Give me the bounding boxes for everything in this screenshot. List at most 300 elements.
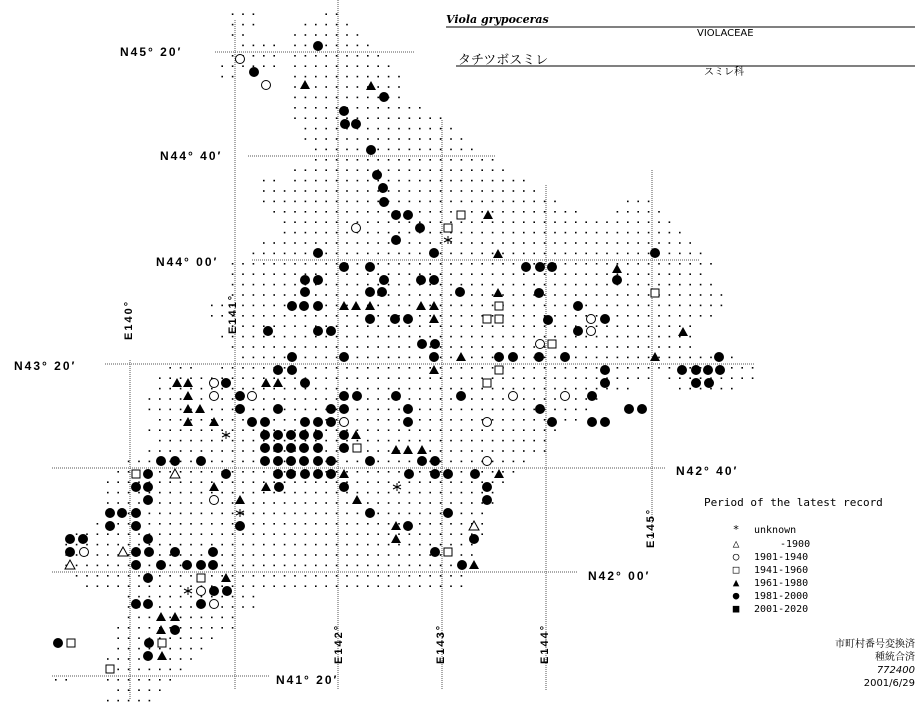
mesh-dot [284, 513, 286, 515]
mesh-dot [627, 315, 629, 317]
mesh-dot [232, 502, 234, 504]
mesh-dot [409, 253, 411, 255]
mesh-dot [440, 419, 442, 421]
mesh-dot [211, 544, 213, 546]
mesh-dot [523, 284, 525, 286]
mesh-dot [169, 606, 171, 608]
mesh-dot [107, 700, 109, 702]
mesh-dot [138, 533, 140, 535]
mesh-dot [409, 357, 411, 359]
mesh-dot [585, 336, 587, 338]
mesh-dot [554, 211, 556, 213]
mesh-dot [263, 398, 265, 400]
mesh-dot [253, 263, 255, 265]
mesh-dot [138, 679, 140, 681]
mesh-dot [440, 492, 442, 494]
mesh-dot [211, 533, 213, 535]
mesh-dot [346, 523, 348, 525]
mesh-dot [149, 617, 151, 619]
mesh-dot [440, 325, 442, 327]
mesh-dot [388, 409, 390, 411]
mesh-dot [211, 596, 213, 598]
filled-circle-record [416, 275, 426, 285]
mesh-dot [398, 325, 400, 327]
mesh-dot [440, 440, 442, 442]
mesh-dot [523, 211, 525, 213]
mesh-dot [513, 367, 515, 369]
mesh-dot [377, 575, 379, 577]
mesh-dot [533, 346, 535, 348]
filled-triangle-record [365, 301, 375, 310]
mesh-dot [700, 357, 702, 359]
mesh-dot [346, 190, 348, 192]
mesh-dot [471, 429, 473, 431]
filled-circle-record [143, 573, 153, 583]
mesh-dot [409, 159, 411, 161]
longitude-label-140: E140° [123, 299, 135, 340]
filled-circle-record [221, 378, 231, 388]
mesh-dot [180, 377, 182, 379]
mesh-dot [263, 481, 265, 483]
mesh-dot [679, 357, 681, 359]
mesh-dot [305, 565, 307, 567]
mesh-dot [481, 533, 483, 535]
mesh-dot [533, 263, 535, 265]
mesh-dot [263, 575, 265, 577]
mesh-dot [284, 388, 286, 390]
mesh-dot [325, 55, 327, 57]
mesh-dot [242, 440, 244, 442]
mesh-dot [627, 284, 629, 286]
mesh-dot [533, 284, 535, 286]
mesh-dot [325, 336, 327, 338]
filled-circle-record [249, 67, 259, 77]
mesh-dot [294, 55, 296, 57]
mesh-dot [388, 242, 390, 244]
legend-item-1941-1960 [730, 563, 808, 576]
mesh-dot [76, 533, 78, 535]
mesh-dot [294, 97, 296, 99]
filled-circle-record [273, 404, 283, 414]
filled-circle-record [587, 391, 597, 401]
mesh-dot [325, 315, 327, 317]
mesh-dot [305, 533, 307, 535]
mesh-dot [513, 284, 515, 286]
filled-circle-record [299, 456, 309, 466]
mesh-dot [429, 190, 431, 192]
mesh-dot [169, 502, 171, 504]
mesh-dot [429, 211, 431, 213]
mesh-dot [117, 544, 119, 546]
mesh-dot [398, 409, 400, 411]
filled-circle-record [340, 119, 350, 129]
open-circle-record [248, 392, 257, 401]
mesh-dot [544, 253, 546, 255]
mesh-dot [211, 461, 213, 463]
mesh-dot [138, 648, 140, 650]
mesh-dot [388, 471, 390, 473]
mesh-dot [263, 377, 265, 379]
mesh-dot [679, 325, 681, 327]
mesh-dot [284, 284, 286, 286]
mesh-dot [575, 357, 577, 359]
mesh-dot [325, 201, 327, 203]
mesh-dot [346, 273, 348, 275]
mesh-dot [409, 377, 411, 379]
mesh-dot [596, 305, 598, 307]
filled-circle-record [612, 275, 622, 285]
mesh-dot [679, 346, 681, 348]
latitude-label-45-20: N45° 20′ [120, 45, 183, 59]
mesh-dot [107, 585, 109, 587]
mesh-dot [325, 502, 327, 504]
mesh-dot [263, 336, 265, 338]
mesh-dot [367, 481, 369, 483]
mesh-dot [502, 221, 504, 223]
mesh-dot [107, 575, 109, 577]
mesh-dot [232, 55, 234, 57]
filled-circle-record [366, 145, 376, 155]
mesh-dot [190, 585, 192, 587]
mesh-dot [710, 294, 712, 296]
mesh-dot [669, 242, 671, 244]
filled-triangle-record [352, 495, 362, 504]
mesh-dot [658, 284, 660, 286]
mesh-dot [221, 533, 223, 535]
mesh-dot [554, 409, 556, 411]
mesh-dot [398, 585, 400, 587]
mesh-dot [440, 513, 442, 515]
filled-circle-record [273, 365, 283, 375]
mesh-dot [253, 440, 255, 442]
mesh-dot [263, 513, 265, 515]
mesh-dot [346, 315, 348, 317]
mesh-dot [471, 201, 473, 203]
mesh-dot [242, 284, 244, 286]
filled-triangle-record [273, 378, 283, 387]
asterisk-record [222, 431, 230, 439]
filled-circle-record [326, 326, 336, 336]
mesh-dot [606, 242, 608, 244]
mesh-dot [513, 294, 515, 296]
mesh-dot [336, 513, 338, 515]
filled-circle-record [573, 301, 583, 311]
mesh-dot [346, 533, 348, 535]
mesh-dot [357, 315, 359, 317]
mesh-dot [294, 190, 296, 192]
mesh-dot [315, 190, 317, 192]
mesh-dot [565, 367, 567, 369]
mesh-dot [461, 544, 463, 546]
mesh-dot [398, 253, 400, 255]
mesh-dot [398, 554, 400, 556]
mesh-dot [305, 201, 307, 203]
mesh-dot [232, 377, 234, 379]
mesh-dot [388, 492, 390, 494]
mesh-dot [325, 377, 327, 379]
mesh-dot [398, 367, 400, 369]
mesh-dot [232, 513, 234, 515]
mesh-dot [481, 221, 483, 223]
mesh-dot [450, 190, 452, 192]
filled-circle-record [547, 262, 557, 272]
mesh-dot [585, 377, 587, 379]
mesh-dot [637, 346, 639, 348]
mesh-dot [689, 242, 691, 244]
mesh-dot [305, 242, 307, 244]
mesh-dot [617, 305, 619, 307]
mesh-dot [471, 440, 473, 442]
mesh-dot [284, 450, 286, 452]
mesh-dot [315, 76, 317, 78]
filled-triangle-record [456, 352, 466, 361]
mesh-dot [180, 481, 182, 483]
mesh-dot [429, 523, 431, 525]
mesh-dot [419, 190, 421, 192]
legend-item-1981-2000 [730, 589, 808, 602]
mesh-dot [544, 305, 546, 307]
open-triangle-record [469, 521, 479, 530]
mesh-dot [461, 180, 463, 182]
filled-circle-record [313, 301, 323, 311]
mesh-dot [367, 409, 369, 411]
mesh-dot [128, 502, 130, 504]
filled-circle-record [573, 326, 583, 336]
mesh-dot [211, 513, 213, 515]
mesh-dot [637, 211, 639, 213]
mesh-dot [325, 492, 327, 494]
mesh-dot [315, 242, 317, 244]
mesh-dot [305, 221, 307, 223]
mesh-dot [253, 55, 255, 57]
mesh-dot [700, 388, 702, 390]
mesh-dot [336, 357, 338, 359]
mesh-dot [336, 55, 338, 57]
mesh-dot [242, 450, 244, 452]
asterisk-record [184, 587, 192, 595]
mesh-dot [450, 492, 452, 494]
mesh-dot [201, 377, 203, 379]
mesh-dot [450, 180, 452, 182]
mesh-dot [481, 398, 483, 400]
mesh-dot [273, 513, 275, 515]
filled-triangle-record [494, 469, 504, 478]
mesh-dot [523, 367, 525, 369]
mesh-dot [669, 346, 671, 348]
mesh-dot [357, 357, 359, 359]
mesh-dot [294, 544, 296, 546]
filled-square-icon: ■ [732, 602, 740, 615]
footer-merge-note: 種統合済 [875, 652, 915, 663]
mesh-dot [180, 669, 182, 671]
filled-circle-record [144, 547, 154, 557]
mesh-dot [367, 450, 369, 452]
mesh-dot [284, 325, 286, 327]
filled-circle-record [313, 469, 323, 479]
filled-circle-record [65, 534, 75, 544]
open-square-record [444, 224, 452, 232]
mesh-dot [336, 117, 338, 119]
mesh-dot [429, 429, 431, 431]
mesh-dot [128, 461, 130, 463]
mesh-dot [305, 65, 307, 67]
mesh-dot [669, 315, 671, 317]
mesh-dot [377, 325, 379, 327]
filled-circle-record [196, 599, 206, 609]
mesh-dot [596, 325, 598, 327]
filled-circle-record [196, 456, 206, 466]
mesh-dot [419, 471, 421, 473]
mesh-dot [450, 346, 452, 348]
mesh-dot [263, 263, 265, 265]
mesh-dot [627, 232, 629, 234]
mesh-dot [221, 627, 223, 629]
mesh-dot [398, 149, 400, 151]
mesh-dot [117, 700, 119, 702]
mesh-dot [502, 284, 504, 286]
mesh-dot [689, 336, 691, 338]
filled-circle-record [131, 482, 141, 492]
mesh-dot [273, 440, 275, 442]
mesh-dot [294, 211, 296, 213]
mesh-dot [471, 492, 473, 494]
filled-circle-record [313, 430, 323, 440]
mesh-dot [440, 575, 442, 577]
mesh-dot [128, 679, 130, 681]
mesh-dot [565, 409, 567, 411]
mesh-dot [689, 346, 691, 348]
filled-circle-record [260, 430, 270, 440]
mesh-dot [284, 533, 286, 535]
mesh-dot [398, 471, 400, 473]
filled-triangle-record [183, 404, 193, 413]
mesh-dot [284, 221, 286, 223]
open-square-record [548, 340, 556, 348]
filled-circle-record [286, 443, 296, 453]
mesh-dot [336, 544, 338, 546]
mesh-dot [232, 533, 234, 535]
mesh-dot [450, 377, 452, 379]
mesh-dot [450, 409, 452, 411]
mesh-dot [409, 513, 411, 515]
mesh-dot [336, 492, 338, 494]
mesh-dot [294, 180, 296, 182]
mesh-dot [65, 679, 67, 681]
mesh-dot [492, 325, 494, 327]
mesh-dot [689, 294, 691, 296]
mesh-dot [190, 377, 192, 379]
mesh-dot [221, 315, 223, 317]
mesh-dot [180, 502, 182, 504]
mesh-dot [523, 315, 525, 317]
mesh-dot [159, 409, 161, 411]
mesh-dot [523, 190, 525, 192]
mesh-dot [242, 585, 244, 587]
mesh-dot [263, 502, 265, 504]
mesh-dot [180, 419, 182, 421]
mesh-dot [429, 284, 431, 286]
mesh-dot [637, 242, 639, 244]
filled-circle-record [703, 365, 713, 375]
mesh-dot [263, 45, 265, 47]
mesh-dot [294, 533, 296, 535]
mesh-dot [544, 429, 546, 431]
filled-triangle-record [172, 378, 182, 387]
mesh-dot [419, 585, 421, 587]
filled-circle-record [131, 560, 141, 570]
mesh-dot [461, 284, 463, 286]
filled-circle-record [131, 508, 141, 518]
mesh-dot [440, 201, 442, 203]
mesh-dot [648, 336, 650, 338]
mesh-dot [377, 221, 379, 223]
mesh-dot [315, 315, 317, 317]
mesh-dot [471, 180, 473, 182]
mesh-dot [273, 554, 275, 556]
mesh-dot [398, 523, 400, 525]
mesh-dot [419, 221, 421, 223]
mesh-dot [294, 169, 296, 171]
mesh-dot [471, 481, 473, 483]
mesh-dot [253, 346, 255, 348]
mesh-dot [554, 336, 556, 338]
mesh-dot [450, 388, 452, 390]
mesh-dot [336, 419, 338, 421]
mesh-dot [575, 294, 577, 296]
mesh-dot [554, 305, 556, 307]
mesh-dot [159, 544, 161, 546]
mesh-dot [169, 409, 171, 411]
mesh-dot [502, 377, 504, 379]
mesh-dot [336, 180, 338, 182]
mesh-dot [481, 201, 483, 203]
mesh-dot [190, 533, 192, 535]
mesh-dot [585, 232, 587, 234]
mesh-dot [117, 471, 119, 473]
mesh-dot [700, 263, 702, 265]
mesh-dot [159, 481, 161, 483]
mesh-dot [232, 284, 234, 286]
filled-circle-record [691, 365, 701, 375]
mesh-dot [325, 481, 327, 483]
mesh-dot [232, 13, 234, 15]
mesh-dot [637, 294, 639, 296]
mesh-dot [221, 585, 223, 587]
mesh-dot [502, 429, 504, 431]
mesh-dot [336, 221, 338, 223]
mesh-dot [253, 575, 255, 577]
mesh-dot [617, 367, 619, 369]
mesh-dot [253, 24, 255, 26]
mesh-dot [471, 169, 473, 171]
open-triangle-record [65, 560, 75, 569]
mesh-dot [554, 232, 556, 234]
mesh-dot [190, 554, 192, 556]
asterisk-icon: * [732, 523, 740, 536]
filled-circle-record [300, 469, 310, 479]
mesh-dot [305, 398, 307, 400]
filled-circle-record [455, 287, 465, 297]
mesh-dot [273, 190, 275, 192]
mesh-dot [700, 315, 702, 317]
filled-circle-record [430, 339, 440, 349]
mesh-dot [481, 211, 483, 213]
mesh-dot [554, 221, 556, 223]
mesh-dot [377, 180, 379, 182]
mesh-dot [159, 492, 161, 494]
mesh-dot [440, 450, 442, 452]
mesh-dot [658, 273, 660, 275]
